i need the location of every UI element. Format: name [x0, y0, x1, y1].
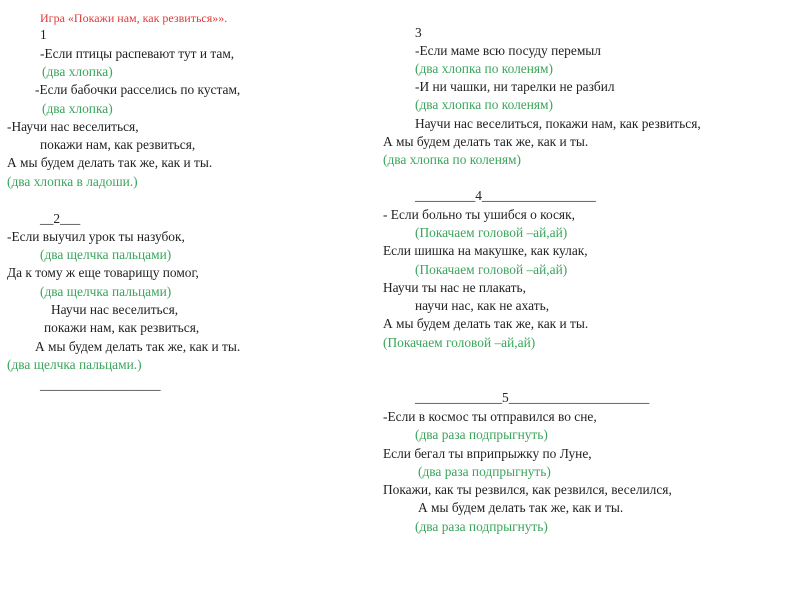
verse-line: 1 — [40, 27, 47, 42]
verse-line: Научи ты нас не плакать, — [383, 280, 526, 295]
verse-line: А мы будем делать так же, как и ты. — [383, 134, 589, 149]
verse-line: покажи нам, как резвиться, — [44, 320, 200, 335]
verse-line: А мы будем делать так же, как и ты. — [418, 500, 624, 515]
action-cue-line: (два щелчка пальцами) — [40, 284, 172, 299]
verse-line: -Научи нас веселиться, — [7, 119, 139, 134]
verse-line: Да к тому ж еще товарищу помог, — [7, 265, 199, 280]
verse-line: Научи нас веселиться, покажи нам, как резвиться, — [415, 116, 701, 131]
verse-line: -Если выучил урок ты назубок, — [7, 229, 185, 244]
verse-line: Научи нас веселиться, — [51, 302, 179, 317]
verse-line: А мы будем делать так же, как и ты. — [383, 316, 589, 331]
action-cue-line: (два раза подпрыгнуть) — [418, 464, 551, 479]
action-cue-line: (Покачаем головой –ай,ай) — [383, 335, 536, 350]
verse-line: -Если маме всю посуду перемыл — [415, 43, 601, 58]
action-cue-line: (два раза подпрыгнуть) — [415, 519, 548, 534]
verse-line: научи нас, как не ахать, — [415, 298, 550, 313]
action-cue-line: (Покачаем головой –ай,ай) — [415, 225, 568, 240]
action-cue-line: (Покачаем головой –ай,ай) — [415, 262, 568, 277]
verse-line: А мы будем делать так же, как и ты. — [7, 155, 213, 170]
verse-line: -Если птицы распевают тут и там, — [40, 46, 235, 61]
verse-line: _____________5_____________________ — [415, 390, 650, 405]
verse-line: Покажи, как ты резвился, как резвился, веселился, — [383, 482, 672, 497]
verse-line: __2___ — [40, 211, 81, 226]
verse-line: Если бегал ты вприпрыжку по Луне, — [383, 446, 592, 461]
action-cue-line: (два хлопка в ладоши.) — [7, 174, 138, 189]
action-cue-line: (два хлопка) — [42, 101, 113, 116]
action-cue-line: (два хлопка по коленям) — [383, 152, 521, 167]
action-cue-line: (два хлопка по коленям) — [415, 97, 553, 112]
verse-line: Если шишка на макушке, как кулак, — [383, 243, 588, 258]
action-cue-line: (два хлопка) — [42, 64, 113, 79]
verse-line: -Если бабочки расселись по кустам, — [35, 82, 241, 97]
document-title: Игра «Покажи нам, как резвиться»». — [40, 11, 228, 25]
verse-line: -И ни чашки, ни тарелки не разбил — [415, 79, 615, 94]
verse-line: покажи нам, как резвиться, — [40, 137, 196, 152]
verse-line: _________4_________________ — [415, 188, 596, 203]
verse-line: __________________ — [40, 377, 161, 392]
action-cue-line: (два щелчка пальцами.) — [7, 357, 142, 372]
verse-line: -Если в космос ты отправился во сне, — [383, 409, 597, 424]
verse-line: - Если больно ты ушибся о косяк, — [383, 207, 575, 222]
verse-line: А мы будем делать так же, как и ты. — [35, 339, 241, 354]
action-cue-line: (два раза подпрыгнуть) — [415, 427, 548, 442]
action-cue-line: (два хлопка по коленям) — [415, 61, 553, 76]
action-cue-line: (два щелчка пальцами) — [40, 247, 172, 262]
verse-line: 3 — [415, 25, 422, 40]
